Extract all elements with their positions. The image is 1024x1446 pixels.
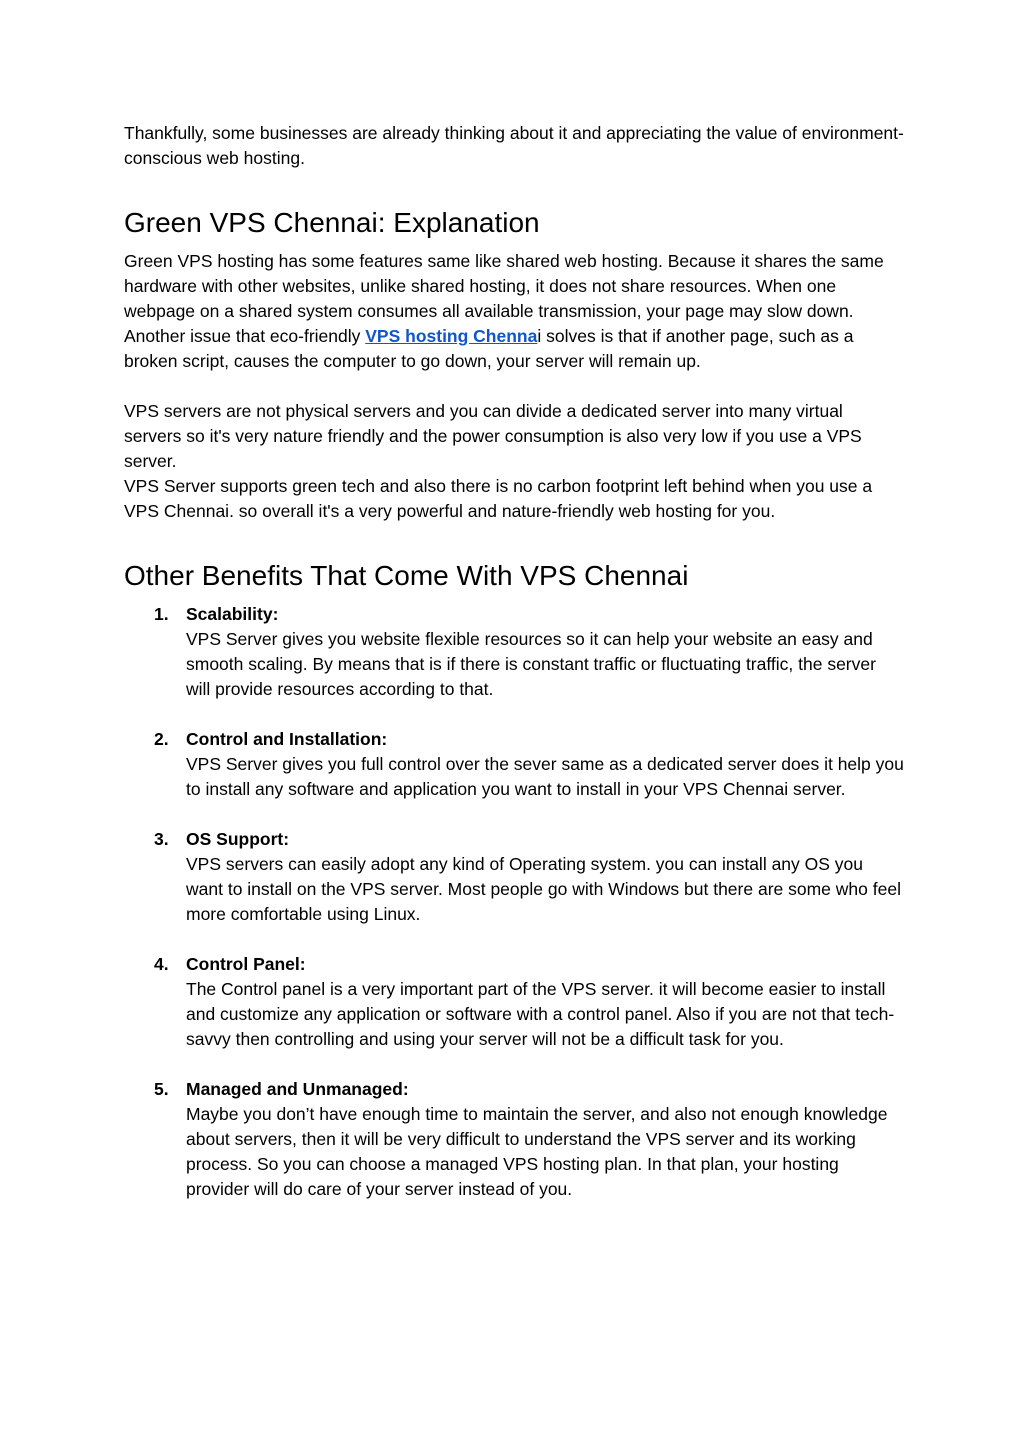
section-heading-benefits: Other Benefits That Come With VPS Chennai <box>124 560 689 591</box>
benefits-list <box>124 602 904 1202</box>
section-other-benefits <box>124 558 904 1202</box>
section-heading-explanation: Green VPS Chennai: Explanation <box>124 207 540 238</box>
list-number: 5. <box>154 1079 169 1099</box>
list-number: 3. <box>154 829 169 849</box>
document-page <box>124 121 904 1202</box>
list-item-text: The Control panel is a very important part of the VPS server. it will become easier to install and customize any application or software with a control panel. Also if you are not that tech-savvy then controlling and using your server will not be a difficult task for you. <box>186 979 895 1049</box>
list-item-title: Control Panel: <box>186 954 306 974</box>
section-green-vps-explanation <box>124 205 904 524</box>
list-item-title: Scalability: <box>186 604 279 624</box>
list-item-text: VPS Server gives you website flexible resources so it can help your website an easy and smooth scaling. By means that is if there is constant traffic or fluctuating traffic, the server will provide resources according to that. <box>186 629 876 699</box>
vps-hosting-chennai-link[interactable]: VPS hosting Chenna <box>365 326 538 346</box>
list-item-title: OS Support: <box>186 829 290 849</box>
list-number: 1. <box>154 604 169 624</box>
list-item-title: Control and Installation: <box>186 729 388 749</box>
list-item-control-installation <box>124 727 904 802</box>
list-item-scalability <box>124 602 904 702</box>
list-number: 2. <box>154 729 169 749</box>
list-item-text: VPS servers can easily adopt any kind of Operating system. you can install any OS you want to install on the VPS server. Most people go with Windows but there are some who feel more comfortable using Linux. <box>186 854 901 924</box>
list-number: 4. <box>154 954 169 974</box>
paragraph-green-tech: VPS Server supports green tech and also there is no carbon footprint left behind when you use a VPS Chennai. so overall it's a very powerful and nature-friendly web hosting for you. <box>124 476 873 521</box>
list-item-control-panel <box>124 952 904 1052</box>
paragraph-virtual-servers: VPS servers are not physical servers and you can divide a dedicated server into many virtual servers so it's very nature friendly and the power consumption is also very low if you use a VPS server. <box>124 401 862 471</box>
intro-paragraph: Thankfully, some businesses are already thinking about it and appreciating the value of environment-conscious web hosting. <box>124 123 904 168</box>
list-item-text: VPS Server gives you full control over the sever same as a dedicated server does it help you to install any software and application you want to install in your VPS Chennai server. <box>186 754 904 799</box>
paragraph-eco-friendly <box>124 324 904 374</box>
paragraph-eco-friendly-end: i solves is that if another page, such as a broken script, causes the computer to go down, your server will remain up. <box>124 326 854 371</box>
list-item-managed-unmanaged <box>124 1077 904 1202</box>
list-item-text: Maybe you don’t have enough time to maintain the server, and also not enough knowledge about servers, then it will be very difficult to understand the VPS server and its working process. So you can choose a managed VPS hosting plan. In that plan, your hosting provider will do care of your server instead of you. <box>186 1104 888 1199</box>
list-item-os-support <box>124 827 904 927</box>
paragraph-shared-hardware: Green VPS hosting has some features same like shared web hosting. Because it shares the same hardware with other websites, unlike shared hosting, it does not share resources. When one webpage on a shared system consumes all available transmission, your page may slow down. <box>124 251 884 321</box>
list-item-title: Managed and Unmanaged: <box>186 1079 409 1099</box>
paragraph-eco-friendly-start: Another issue that eco-friendly <box>124 326 366 346</box>
